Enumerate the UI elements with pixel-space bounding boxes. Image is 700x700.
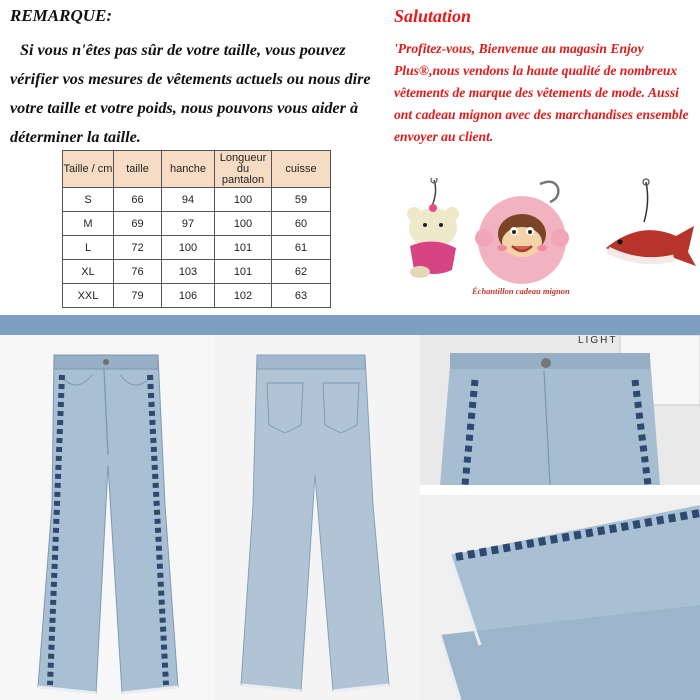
size-chart-table bbox=[62, 150, 331, 308]
table-cell: 101 bbox=[215, 236, 272, 260]
table-cell: 60 bbox=[272, 212, 331, 236]
jeans-waist-closeup-photo bbox=[420, 335, 700, 485]
table-cell: XXL bbox=[63, 284, 114, 308]
table-cell: 97 bbox=[162, 212, 215, 236]
tag-text: LIGHT bbox=[578, 335, 618, 346]
table-header: hanche bbox=[162, 151, 215, 188]
table-row bbox=[63, 188, 331, 212]
remarque-text: Si vous n'êtes pas sûr de votre taille, vous pouvez vérifier vos mesures de vêtements actuels ou nous dire votre taille et votre poids, nous pouvons vous aider à déterminer la taille. bbox=[10, 41, 371, 146]
table-cell: 103 bbox=[162, 260, 215, 284]
table-cell: 79 bbox=[114, 284, 162, 308]
table-header: taille bbox=[114, 151, 162, 188]
table-cell: 102 bbox=[215, 284, 272, 308]
gift-caption: Échantillon cadeau mignon bbox=[472, 286, 570, 296]
jeans-front-photo bbox=[0, 335, 215, 700]
bear-toy-icon bbox=[407, 178, 459, 278]
fish-toy-icon bbox=[606, 179, 696, 266]
remarque-title: REMARQUE: bbox=[10, 6, 113, 25]
table-cell: XL bbox=[63, 260, 114, 284]
table-cell: 69 bbox=[114, 212, 162, 236]
salutation-text: 'Profitez-vous, Bienvenue au magasin Enjoy Plus®,nous vendons la haute qualité de nombreux vêtements de marque des vêtements de mode. Aussi ont cadeau mignon avec des marchandises ensemble envoyer au client. bbox=[394, 41, 689, 144]
table-row bbox=[63, 260, 331, 284]
table-cell: L bbox=[63, 236, 114, 260]
table-header: Taille / cm bbox=[63, 151, 114, 188]
table-cell: S bbox=[63, 188, 114, 212]
table-cell: M bbox=[63, 212, 114, 236]
table-cell: 100 bbox=[215, 188, 272, 212]
table-cell: 59 bbox=[272, 188, 331, 212]
divider-band bbox=[0, 315, 700, 335]
table-cell: 101 bbox=[215, 260, 272, 284]
size-table-header-row bbox=[63, 151, 331, 188]
table-row bbox=[63, 212, 331, 236]
jeans-back-photo bbox=[215, 335, 420, 700]
table-cell: 72 bbox=[114, 236, 162, 260]
table-cell: 66 bbox=[114, 188, 162, 212]
table-header: Longueur du pantalon bbox=[215, 151, 272, 188]
table-cell: 100 bbox=[162, 236, 215, 260]
table-cell: 62 bbox=[272, 260, 331, 284]
table-cell: 106 bbox=[162, 284, 215, 308]
table-header: cuisse bbox=[272, 151, 331, 188]
table-cell: 61 bbox=[272, 236, 331, 260]
monkey-purse-icon bbox=[475, 182, 569, 284]
table-row bbox=[63, 284, 331, 308]
table-row bbox=[63, 236, 331, 260]
table-cell: 100 bbox=[215, 212, 272, 236]
table-cell: 94 bbox=[162, 188, 215, 212]
table-cell: 76 bbox=[114, 260, 162, 284]
table-cell: 63 bbox=[272, 284, 331, 308]
salutation-title: Salutation bbox=[394, 6, 472, 26]
jeans-hem-closeup-photo bbox=[420, 495, 700, 700]
gift-toys-image bbox=[394, 178, 700, 286]
